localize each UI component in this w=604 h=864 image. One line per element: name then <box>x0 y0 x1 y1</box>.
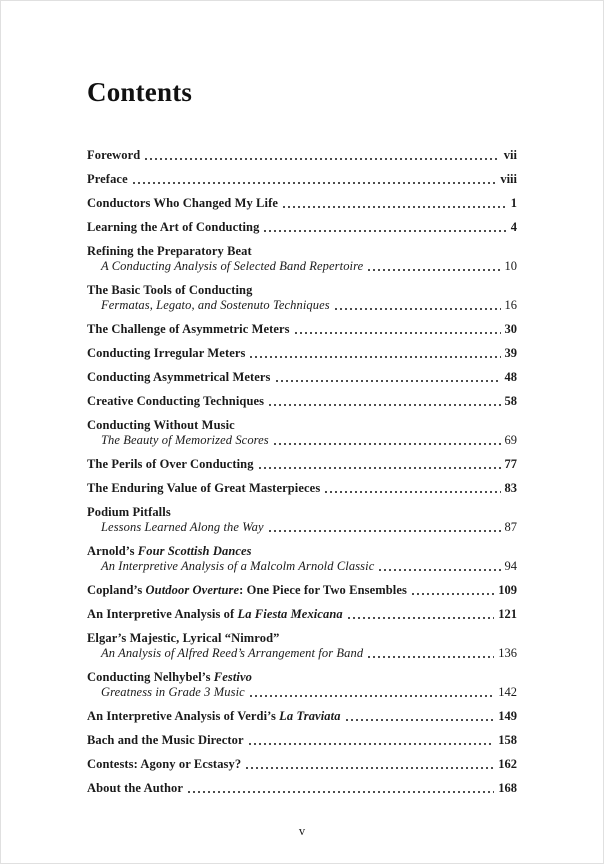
dot-leader <box>295 332 501 334</box>
toc-title-line <box>87 757 517 772</box>
toc-title-line <box>87 733 517 748</box>
toc-entry-subtitle: A Conducting Analysis of Selected Band Repertoire <box>101 259 364 273</box>
toc-entry-title: Contests: Agony or Ecstasy? <box>87 757 242 771</box>
toc-entry <box>87 244 517 274</box>
page-number: 142 <box>498 685 517 699</box>
page-number: 39 <box>504 346 517 360</box>
page-number: 77 <box>504 457 517 471</box>
dot-leader <box>379 569 500 571</box>
toc-entry-title: The Challenge of Asymmetric Meters <box>87 322 290 336</box>
page-number: 10 <box>504 259 517 273</box>
toc-entry-title: The Basic Tools of Conducting <box>87 283 253 297</box>
toc-entry-title: Learning the Art of Conducting <box>87 220 260 234</box>
toc-entry-subtitle: Lessons Learned Along the Way <box>101 520 264 534</box>
dot-leader <box>283 206 507 208</box>
toc-title-line <box>87 148 517 163</box>
toc-entry-title: Copland’s Outdoor Overture: One Piece for Two Ensembles <box>87 583 407 597</box>
toc-title-line <box>87 196 517 211</box>
toc-entry <box>87 220 517 235</box>
page-number: 1 <box>510 196 517 210</box>
toc-title-line <box>87 481 517 496</box>
toc-title-line <box>87 781 517 796</box>
toc-entry <box>87 670 517 700</box>
toc-entry-subtitle: Greatness in Grade 3 Music <box>101 685 245 699</box>
toc-entry-subtitle: An Analysis of Alfred Reed’s Arrangement for Band <box>101 646 364 660</box>
page-title: Contents <box>87 77 193 107</box>
toc-entry <box>87 607 517 622</box>
page-number: 149 <box>498 709 517 723</box>
toc-title-line <box>87 631 517 646</box>
toc-entry <box>87 457 517 472</box>
page-number: 48 <box>504 370 517 384</box>
toc-entry-title: An Interpretive Analysis of La Fiesta Mexicana <box>87 607 343 621</box>
toc-title-line <box>87 670 517 685</box>
toc-entry-title: Arnold’s Four Scottish Dances <box>87 544 252 558</box>
dot-leader <box>412 593 494 595</box>
toc-entry-subtitle: Fermatas, Legato, and Sostenuto Techniques <box>101 298 330 312</box>
toc-entry-title: The Perils of Over Conducting <box>87 457 254 471</box>
toc-title-line <box>87 322 517 337</box>
page-footer-folio: v <box>298 824 306 838</box>
page-number: 136 <box>498 646 517 660</box>
toc-title-line <box>87 544 517 559</box>
toc-title-line <box>87 505 517 520</box>
toc-entry <box>87 418 517 448</box>
dot-leader <box>368 656 494 658</box>
dot-leader <box>335 308 501 310</box>
toc-entry-title: Elgar’s Majestic, Lyrical “Nimrod” <box>87 631 280 645</box>
toc-entry-title: Podium Pitfalls <box>87 505 171 519</box>
dot-leader <box>325 491 500 493</box>
toc-entry-title: An Interpretive Analysis of Verdi’s La Traviata <box>87 709 341 723</box>
toc-entry-title: About the Author <box>87 781 184 795</box>
toc-entry <box>87 148 517 163</box>
toc-entry-title: Conductors Who Changed My Life <box>87 196 278 210</box>
page-number: 121 <box>498 607 517 621</box>
toc-entry-subtitle: The Beauty of Memorized Scores <box>101 433 269 447</box>
toc-entry <box>87 544 517 574</box>
dot-leader <box>276 380 501 382</box>
page-number: 168 <box>498 781 517 795</box>
toc-entry <box>87 394 517 409</box>
toc-entry-title: Preface <box>87 172 128 186</box>
toc-entry-title: Conducting Without Music <box>87 418 235 432</box>
dot-leader <box>269 530 501 532</box>
dot-leader <box>246 767 494 769</box>
page-number: vii <box>503 148 517 162</box>
toc-entry <box>87 370 517 385</box>
toc-entry-title: Creative Conducting Techniques <box>87 394 265 408</box>
page-number: 83 <box>504 481 517 495</box>
toc-subtitle-line <box>87 433 517 448</box>
toc-entry <box>87 283 517 313</box>
page-number: 109 <box>498 583 517 597</box>
dot-leader <box>133 182 497 184</box>
toc-entry <box>87 733 517 748</box>
dot-leader <box>249 743 495 745</box>
toc-entry <box>87 322 517 337</box>
toc-entry <box>87 346 517 361</box>
page-number: 162 <box>498 757 517 771</box>
page-content <box>87 1 517 805</box>
page-number: 30 <box>504 322 517 336</box>
toc-subtitle-line <box>87 298 517 313</box>
toc-title-line <box>87 172 517 187</box>
toc-entry <box>87 583 517 598</box>
toc-entry <box>87 781 517 796</box>
dot-leader <box>259 467 501 469</box>
toc-subtitle-line <box>87 685 517 700</box>
toc-entry <box>87 709 517 724</box>
toc-title-line <box>87 418 517 433</box>
dot-leader <box>250 695 494 697</box>
toc-subtitle-line <box>87 259 517 274</box>
toc-title-line <box>87 370 517 385</box>
toc-list <box>87 148 517 796</box>
page-number: 16 <box>504 298 517 312</box>
toc-subtitle-line <box>87 520 517 535</box>
dot-leader <box>264 230 506 232</box>
toc-title-line <box>87 394 517 409</box>
page-number: viii <box>500 172 517 186</box>
toc-title-line <box>87 244 517 259</box>
toc-entry-subtitle: An Interpretive Analysis of a Malcolm Arnold Classic <box>101 559 375 573</box>
toc-subtitle-line <box>87 646 517 661</box>
toc-entry <box>87 196 517 211</box>
toc-entry <box>87 757 517 772</box>
toc-entry <box>87 172 517 187</box>
toc-title-line <box>87 220 517 235</box>
toc-entry-title: Conducting Irregular Meters <box>87 346 246 360</box>
dot-leader <box>346 719 495 721</box>
toc-subtitle-line <box>87 559 517 574</box>
toc-entry-title: Conducting Nelhybel’s Festivo <box>87 670 252 684</box>
page-number: 69 <box>504 433 517 447</box>
page-number: 4 <box>510 220 517 234</box>
page-number: 87 <box>504 520 517 534</box>
toc-entry <box>87 631 517 661</box>
toc-entry <box>87 481 517 496</box>
dot-leader <box>145 158 499 160</box>
toc-entry-title: Refining the Preparatory Beat <box>87 244 252 258</box>
page-number: 94 <box>504 559 517 573</box>
toc-title-line <box>87 346 517 361</box>
toc-title-line <box>87 457 517 472</box>
toc-title-line <box>87 709 517 724</box>
dot-leader <box>269 404 500 406</box>
toc-entry-title: Bach and the Music Director <box>87 733 244 747</box>
dot-leader <box>368 269 500 271</box>
toc-title-line <box>87 583 517 598</box>
dot-leader <box>274 443 501 445</box>
page-number: 58 <box>504 394 517 408</box>
toc-entry <box>87 505 517 535</box>
dot-leader <box>348 617 494 619</box>
dot-leader <box>250 356 500 358</box>
toc-entry-title: Conducting Asymmetrical Meters <box>87 370 271 384</box>
toc-title-line <box>87 607 517 622</box>
dot-leader <box>188 791 494 793</box>
toc-title-line <box>87 283 517 298</box>
toc-entry-title: Foreword <box>87 148 141 162</box>
toc-entry-title: The Enduring Value of Great Masterpieces <box>87 481 321 495</box>
page-number: 158 <box>498 733 517 747</box>
